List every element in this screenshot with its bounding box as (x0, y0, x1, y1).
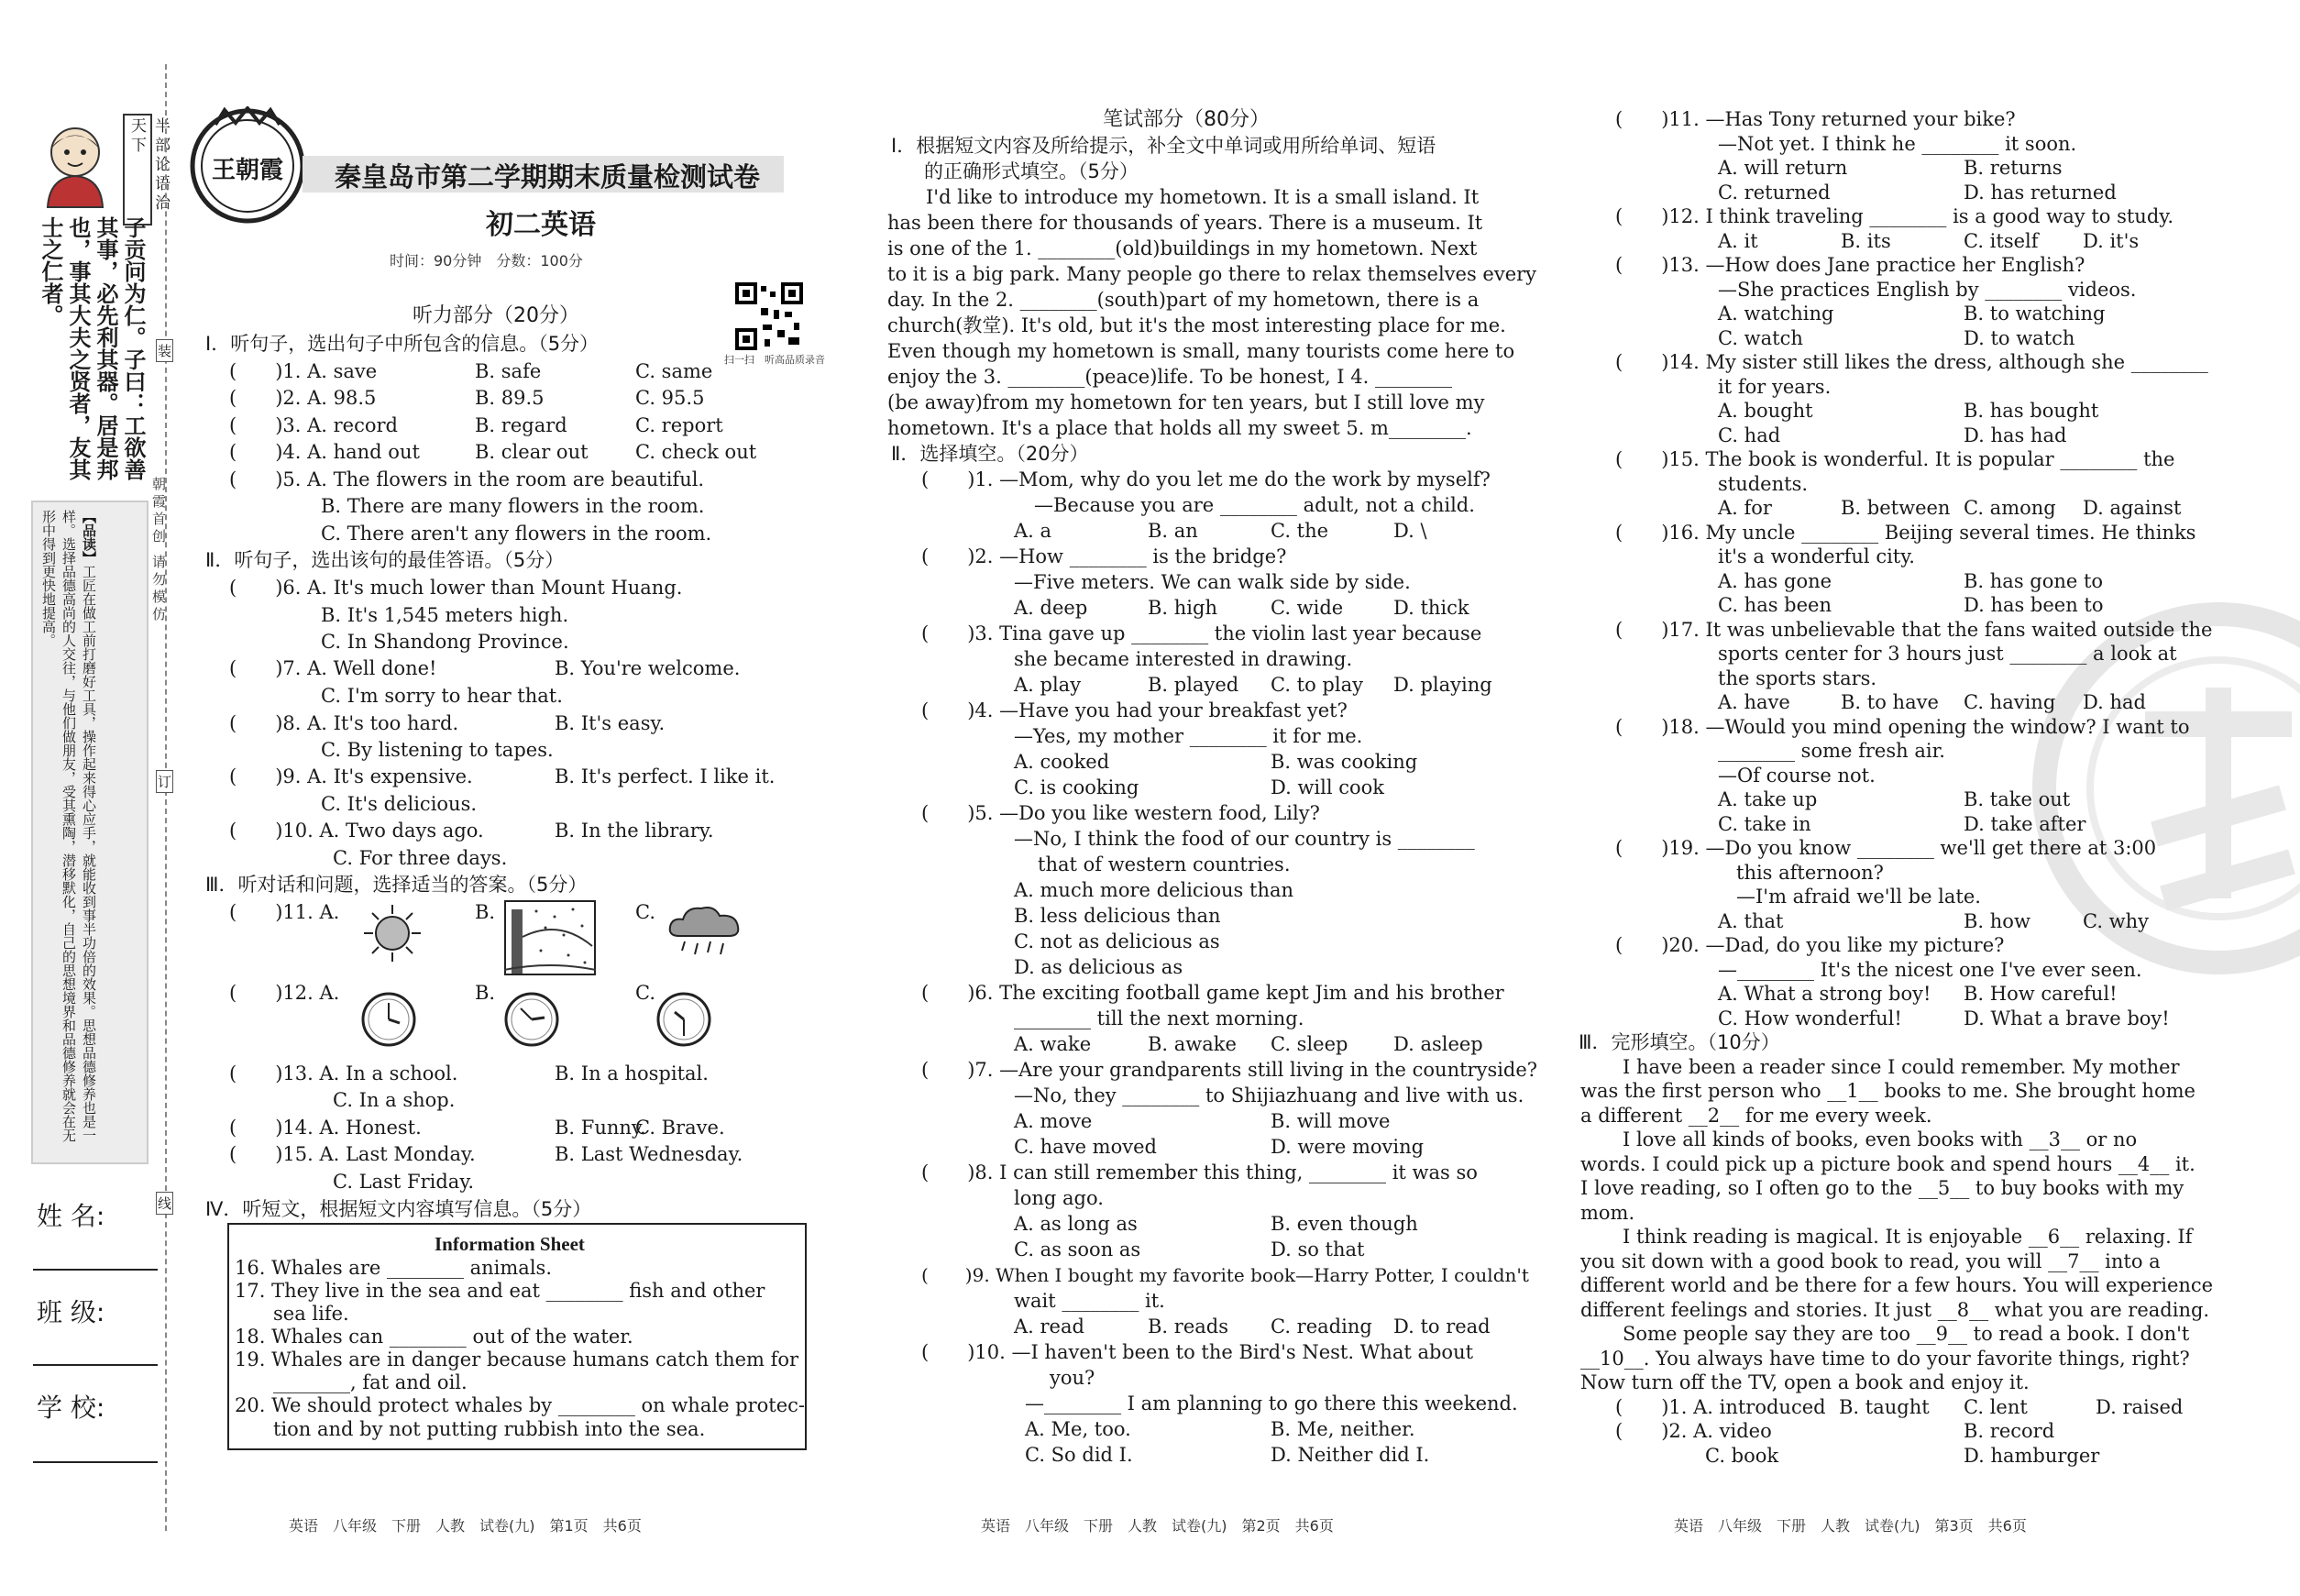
option: C. has been (1718, 594, 1832, 616)
question-line: ( )8. A. It's too hard. (229, 712, 459, 734)
passage-line: Now turn off the TV, open a book and enjoy it. (1580, 1371, 2030, 1393)
option: C. report (635, 414, 723, 436)
option: C. to play (1271, 674, 1363, 696)
option: A. have (1718, 691, 1790, 713)
option: B. an (1148, 520, 1198, 542)
question-line: the sports stars. (1718, 667, 1877, 689)
option: A. that (1718, 910, 1784, 932)
binding-cut-line (165, 64, 167, 1531)
option: B. taught (1839, 1396, 1930, 1418)
question-line: she became interested in drawing. (1014, 648, 1353, 670)
option: C. why (2083, 910, 2150, 932)
pindu-box (31, 501, 149, 1164)
passage-line: words. I could pick up a picture book and spend hours __4__ it. (1580, 1153, 2195, 1175)
passage-line: Even though my hometown is small, many tourists come here to (887, 340, 1515, 362)
question-line: —Not yet. I think he ________ it soon. (1718, 133, 2077, 155)
option: B. will move (1271, 1110, 1391, 1132)
question-line: ( )10. —I haven't been to the Bird's Nest. What about (921, 1341, 1474, 1363)
question-line: ( )1. A. save (229, 360, 378, 382)
option: C. In Shandong Province. (321, 631, 569, 653)
question-line: —Of course not. (1718, 765, 1876, 787)
option: B. In the library. (555, 820, 714, 842)
option: C. reading (1271, 1315, 1372, 1337)
passage-line: Some people say they are too __9__ to read a book. I don't (1623, 1323, 2190, 1345)
written-heading: 笔试部分（80分） (1103, 108, 1270, 131)
qr-caption: 扫一扫 听高品质录音 (724, 354, 825, 366)
option: A. Me, too. (1025, 1418, 1131, 1440)
option: B. has gone to (1964, 570, 2104, 592)
option: D. What a brave boy! (1964, 1007, 2170, 1029)
qr-code-icon (735, 282, 803, 350)
option: B. safe (475, 360, 542, 382)
pindu-text: 工匠在做工前打磨好工具，操作起来得心应手，就能收到事半功倍的效果。思想品德修养也是一样。选择品德高尚的人交往，与他们做朋友，受其熏陶，潜移默化，自己的思想境界和品德修养就会在无形中得到更快地提高。 (40, 510, 97, 1142)
question-line: ( )9. A. It's expensive. (229, 765, 473, 787)
option: C. is cooking (1014, 776, 1139, 798)
question-line: ( )13. A. In a school. (229, 1062, 458, 1084)
option: B. It's 1,545 meters high. (321, 604, 569, 626)
option: B. How careful! (1964, 983, 2118, 1005)
section-heading: Ⅳ．听短文，根据短文内容填写信息。（5分） (205, 1198, 592, 1220)
option: B. regard (475, 414, 567, 436)
section-heading: Ⅱ．选择填空。（20分） (891, 443, 1089, 465)
name-label: 姓 名: (37, 1201, 105, 1231)
rainy-scene-icon (504, 900, 596, 975)
passage-line: day. In the 2. ________(south)part of my hometown, there is a (887, 289, 1480, 311)
passage-line: different world and be there for a few hours. You will experience (1580, 1274, 2214, 1296)
option: C. 95.5 (635, 387, 705, 409)
passage-line: has been there for thousands of years. There is a museum. It (887, 212, 1483, 234)
option: A. deep (1014, 597, 1088, 619)
question-line: ( )14. My sister still likes the dress, although she ________ (1615, 351, 2208, 373)
option: C. By listening to tapes. (321, 739, 554, 761)
option: C. among (1964, 497, 2056, 519)
option: B. Last Wednesday. (555, 1143, 743, 1165)
question-line: long ago. (1014, 1187, 1104, 1209)
option: D. it's (2083, 230, 2140, 252)
info-line: 16. Whales are ________ animals. (235, 1257, 552, 1279)
question-line: it for years. (1718, 376, 1832, 398)
passage-line: I have been a reader since I could remember. My mother (1623, 1056, 2180, 1078)
option: A. much more delicious than (1014, 879, 1294, 901)
option: B. (475, 901, 496, 923)
option: B. to have (1841, 691, 1939, 713)
option: B. was cooking (1271, 751, 1418, 773)
option: C. have moved (1014, 1136, 1157, 1158)
option: D. as delicious as (1014, 956, 1183, 978)
option: A. it (1718, 230, 1758, 252)
question-line: ( )9. When I bought my favorite book—Harry Potter, I couldn't (921, 1264, 1529, 1286)
sidebar-quote: 子贡问为仁。子曰：工欲善其事，必先利其器。居是邦也，事其大夫之贤者，友其士之仁者。 (38, 216, 146, 480)
question-line: —No, they ________ to Shijiazhuang and live with us. (1014, 1084, 1524, 1106)
question-line: this afternoon? (1736, 862, 1884, 884)
question-line: ( )3. A. record (229, 414, 398, 436)
option: C. Brave. (635, 1117, 725, 1139)
option: C. as soon as (1014, 1238, 1141, 1260)
question-line: students. (1718, 473, 1809, 495)
passage-line: I think reading is magical. It is enjoyable __6__ relaxing. If (1623, 1226, 2193, 1248)
question-line: —I'm afraid we'll be late. (1736, 886, 1981, 908)
option: D. had (2083, 691, 2146, 713)
exam-title: 秦皇岛市第二学期期末质量检测试卷 (335, 161, 761, 193)
option: C. the (1271, 520, 1329, 542)
option: D. has been to (1964, 594, 2104, 616)
class-field[interactable] (33, 1364, 158, 1366)
option: C. I'm sorry to hear that. (321, 685, 563, 707)
option: B. has bought (1964, 400, 2099, 422)
section-heading: Ⅲ．听对话和问题，选择适当的答案。（5分） (205, 874, 588, 896)
passage-line: I love reading, so I often go to the __5__ to buy books with my (1580, 1177, 2184, 1199)
info-line: sea life. (273, 1303, 349, 1325)
question-line: ( )4. —Have you had your breakfast yet? (921, 699, 1348, 721)
option: C. check out (635, 441, 757, 463)
option: D. asleep (1393, 1033, 1483, 1055)
question-line: ( )11. —Has Tony returned your bike? (1615, 108, 2016, 130)
question-line: ( )4. A. hand out (229, 441, 420, 463)
question-line: —Because you are ________ adult, not a child. (1034, 494, 1475, 516)
option: B. between (1841, 497, 1951, 519)
option: A. a (1014, 520, 1052, 542)
option: C. So did I. (1025, 1444, 1133, 1466)
rain-cloud-icon (666, 903, 743, 960)
option: A. play (1014, 674, 1082, 696)
option: B. record (1964, 1420, 2055, 1442)
passage-line: is one of the 1. ________(old)buildings in my hometown. Next (887, 237, 1478, 259)
passage-line: (be away)from my hometown for ten years, but I still love my (887, 391, 1485, 413)
option: C. How wonderful! (1718, 1007, 1902, 1029)
option: C. returned (1718, 182, 1831, 204)
cut-mark-2: 订 (156, 770, 173, 793)
option: D. has had (1964, 424, 2067, 446)
question-line: ( )20. —Dad, do you like my picture? (1615, 934, 2005, 956)
option: B. It's perfect. I like it. (555, 765, 776, 787)
option: B. its (1841, 230, 1891, 252)
option: C. In a shop. (333, 1089, 456, 1111)
option: D. raised (2096, 1396, 2184, 1418)
question-line: —She practices English by ________ videos. (1718, 279, 2137, 301)
option: C. sleep (1271, 1033, 1348, 1055)
option: B. You're welcome. (555, 657, 741, 679)
option: B. even though (1271, 1213, 1418, 1235)
question-line: —________ It's the nicest one I've ever seen. (1718, 959, 2142, 981)
question-line: ( )3. Tina gave up ________ the violin last year because (921, 622, 1482, 644)
option: C. There aren't any flowers in the room. (321, 523, 712, 545)
option: D. has returned (1964, 182, 2117, 204)
option: C. It's delicious. (321, 793, 478, 815)
option: A. bought (1718, 400, 1813, 422)
page-footer: 英语 八年级 下册 人教 试卷(九) 第1页 共6页 (289, 1517, 642, 1535)
question-line: ( )2. A. 98.5 (229, 387, 377, 409)
option: B. 89.5 (475, 387, 545, 409)
option: B. reads (1148, 1315, 1228, 1337)
exam-subtitle: 初二英语 (486, 209, 596, 241)
option: B. how (1964, 910, 2030, 932)
question-line: ________ till the next morning. (1014, 1007, 1304, 1029)
question-line: ( )6. A. It's much lower than Mount Huang. (229, 577, 683, 599)
question-line: ( )10. A. Two days ago. (229, 820, 484, 842)
option: C. wide (1271, 597, 1344, 619)
clock-icon (502, 990, 561, 1049)
question-line: —No, I think the food of our country is ________ (1014, 828, 1475, 850)
sun-icon (362, 903, 423, 963)
question-line: ( )7. —Are your grandparents still living in the countryside? (921, 1059, 1538, 1081)
option: C. had (1718, 424, 1781, 446)
listening-heading: 听力部分（20分） (413, 304, 579, 327)
question-line: ( )2. —How ________ is the bridge? (921, 545, 1287, 567)
cut-mark-3: 线 (156, 1192, 173, 1215)
passage-line: __10__. You always have time to do your favorite things, right? (1580, 1348, 2190, 1370)
option: B. It's easy. (555, 712, 666, 734)
option: D. hamburger (1964, 1445, 2100, 1467)
passage-line: you sit down with a good book to read, you will __7__ into a (1580, 1250, 2161, 1272)
option: A. has gone (1718, 570, 1832, 592)
question-line: ( )12. A. (229, 982, 340, 1004)
question-line: you? (1050, 1367, 1095, 1389)
option: A. wake (1014, 1033, 1092, 1055)
info-line: 18. Whales can ________ out of the water. (235, 1326, 633, 1348)
option: B. played (1148, 674, 1239, 696)
option: A. will return (1718, 157, 1848, 179)
option: B. Me, neither. (1271, 1418, 1415, 1440)
option: B. awake (1148, 1033, 1237, 1055)
section-heading: Ⅱ．听句子，选出该句的最佳答语。（5分） (205, 549, 565, 571)
info-line: 20. We should protect whales by ________ on whale protec- (235, 1394, 806, 1416)
option: D. will cook (1271, 776, 1385, 798)
option: B. to watching (1964, 303, 2106, 325)
option: A. take up (1718, 788, 1818, 810)
option: C. same (635, 360, 713, 382)
question-line: ( )5. —Do you like western food, Lily? (921, 802, 1320, 824)
pindu-label: 【品读】 (81, 510, 97, 565)
question-line: ( )12. I think traveling ________ is a good way to study. (1615, 205, 2174, 227)
option: D. against (2083, 497, 2182, 519)
question-line: ( )15. A. Last Monday. (229, 1143, 476, 1165)
option: C. itself (1964, 230, 2039, 252)
clock-icon (359, 990, 418, 1049)
cut-mark-1: 装 (156, 339, 173, 362)
option: D. to watch (1964, 327, 2075, 349)
option: D. playing (1393, 674, 1492, 696)
question-line: ( )8. I can still remember this thing, ________ it was so (921, 1161, 1478, 1183)
section-heading: Ⅲ．完形填空。（10分） (1579, 1031, 1780, 1053)
option: C. For three days. (333, 847, 508, 869)
option: A. cooked (1014, 751, 1110, 773)
option: B. In a hospital. (555, 1062, 709, 1084)
name-field[interactable] (33, 1269, 158, 1271)
passage-line: to it is a big park. Many people go there to relax themselves every (887, 263, 1537, 285)
question-line: ( )1. —Mom, why do you let me do the work by myself? (921, 468, 1491, 490)
option: D. to read (1393, 1315, 1491, 1337)
vertical-note: 朝霞首创 请勿模仿 (150, 477, 167, 624)
class-label: 班 级: (37, 1297, 105, 1327)
passage-line: different feelings and stories. It just __8__ what you are reading. (1580, 1299, 2210, 1321)
question-line: ( )18. —Would you mind opening the window? I want to (1615, 716, 2190, 738)
option: D. \ (1393, 520, 1427, 542)
option: A. for (1718, 497, 1772, 519)
passage-line: I love all kinds of books, even books with __3__ or no (1623, 1128, 2138, 1150)
option: D. thick (1393, 597, 1469, 619)
clock-icon (655, 990, 713, 1049)
option: D. take after (1964, 813, 2086, 835)
question-line: ( )5. A. The flowers in the room are beautiful. (229, 468, 705, 490)
option: B. high (1148, 597, 1217, 619)
option: B. returns (1964, 157, 2063, 179)
info-line: 17. They live in the sea and eat ________ fish and other (235, 1280, 765, 1302)
question-line: ( )17. It was unbelievable that the fans waited outside the (1615, 619, 2213, 641)
option: B. (475, 982, 496, 1004)
question-line: ( )19. —Do you know ________ we'll get there at 3:00 (1615, 837, 2157, 859)
question-line: —________ I am planning to go there this weekend. (1025, 1392, 1518, 1414)
question-line: ________ some fresh air. (1718, 740, 1945, 762)
option: D. were moving (1271, 1136, 1425, 1158)
info-line: ________, fat and oil. (273, 1371, 468, 1393)
option: C. lent (1964, 1396, 2028, 1418)
passage-line: a different __2__ for me every week. (1580, 1105, 1932, 1127)
option: C. watch (1718, 327, 1803, 349)
option: B. clear out (475, 441, 589, 463)
question-line: ( )11. A. (229, 901, 340, 923)
info-line: tion and by not putting rubbish into the sea. (273, 1418, 706, 1440)
scholar-avatar-icon (29, 117, 121, 209)
question-line: ( )7. A. Well done! (229, 657, 437, 679)
option: A. move (1014, 1110, 1093, 1132)
question-line: —Yes, my mother ________ it for me. (1014, 725, 1363, 747)
info-sheet-title: Information Sheet (435, 1233, 585, 1255)
section-heading: Ⅰ．根据短文内容及所给提示，补全文中单词或用所给单词、短语 (891, 135, 1436, 157)
question-line: it's a wonderful city. (1718, 545, 1915, 567)
question-line: —Five meters. We can walk side by side. (1014, 571, 1411, 593)
option: C. having (1964, 691, 2056, 713)
option: C. (635, 901, 655, 923)
option: A. What a strong boy! (1718, 983, 1931, 1005)
school-field[interactable] (33, 1461, 158, 1463)
question-line: ( )14. A. Honest. (229, 1117, 422, 1139)
question-line: sports center for 3 hours just ________ a look at (1718, 643, 2177, 665)
info-line: 19. Whales are in danger because humans catch them for (235, 1348, 799, 1370)
school-label: 学 校: (37, 1392, 105, 1423)
question-line: ( )13. —How does Jane practice her English? (1615, 254, 2085, 276)
question-line: ( )2. A. video (1615, 1420, 1772, 1442)
page-footer: 英语 八年级 下册 人教 试卷(九) 第2页 共6页 (981, 1517, 1334, 1535)
passage-line: hometown. It's a place that holds all my sweet 5. m________. (887, 417, 1472, 439)
section-heading: Ⅰ．听句子，选出句子中所包含的信息。（5分） (205, 333, 600, 355)
question-line: ( )15. The book is wonderful. It is popular ________ the (1615, 448, 2175, 470)
question-line: wait ________ it. (1014, 1290, 1165, 1312)
page-footer: 英语 八年级 下册 人教 试卷(九) 第3页 共6页 (1674, 1517, 2027, 1535)
brand-logo-text: 王朝霞 (211, 157, 283, 184)
question-line: ( )6. The exciting football game kept Jim and his brother (921, 982, 1504, 1004)
exam-meta: 时间：90分钟 分数：100分 (390, 252, 583, 270)
option: B. take out (1964, 788, 2071, 810)
option: B. Funny. (555, 1117, 646, 1139)
question-line: that of western countries. (1038, 853, 1291, 875)
section-heading-cont: 的正确形式填空。（5分） (924, 160, 1139, 182)
question-line: ( )1. A. introduced (1615, 1396, 1826, 1418)
option: B. less delicious than (1014, 905, 1221, 927)
option: A. as long as (1014, 1213, 1138, 1235)
passage-line: enjoy the 3. ________(peace)life. To be honest, I 4. ________ (887, 366, 1452, 388)
option: C. Last Friday. (333, 1171, 475, 1193)
question-line: ( )16. My uncle ________ Beijing several times. He thinks (1615, 522, 2196, 544)
passage-line: was the first person who __1__ books to me. She brought home (1580, 1080, 2195, 1102)
option: D. Neither did I. (1271, 1444, 1430, 1466)
option: C. (635, 982, 655, 1004)
option: C. not as delicious as (1014, 930, 1220, 952)
option: C. take in (1718, 813, 1811, 835)
passage-line: mom. (1580, 1202, 1635, 1224)
motto-box: 半部论语治天下 (123, 114, 152, 226)
option: A. watching (1718, 303, 1834, 325)
option: C. book (1705, 1445, 1779, 1467)
option: B. There are many flowers in the room. (321, 495, 705, 517)
passage-line: I'd like to introduce my hometown. It is a small island. It (926, 186, 1480, 208)
option: A. read (1014, 1315, 1084, 1337)
option: D. so that (1271, 1238, 1365, 1260)
passage-line: church(教堂). It's old, but it's the most interesting place for me. (887, 314, 1506, 336)
